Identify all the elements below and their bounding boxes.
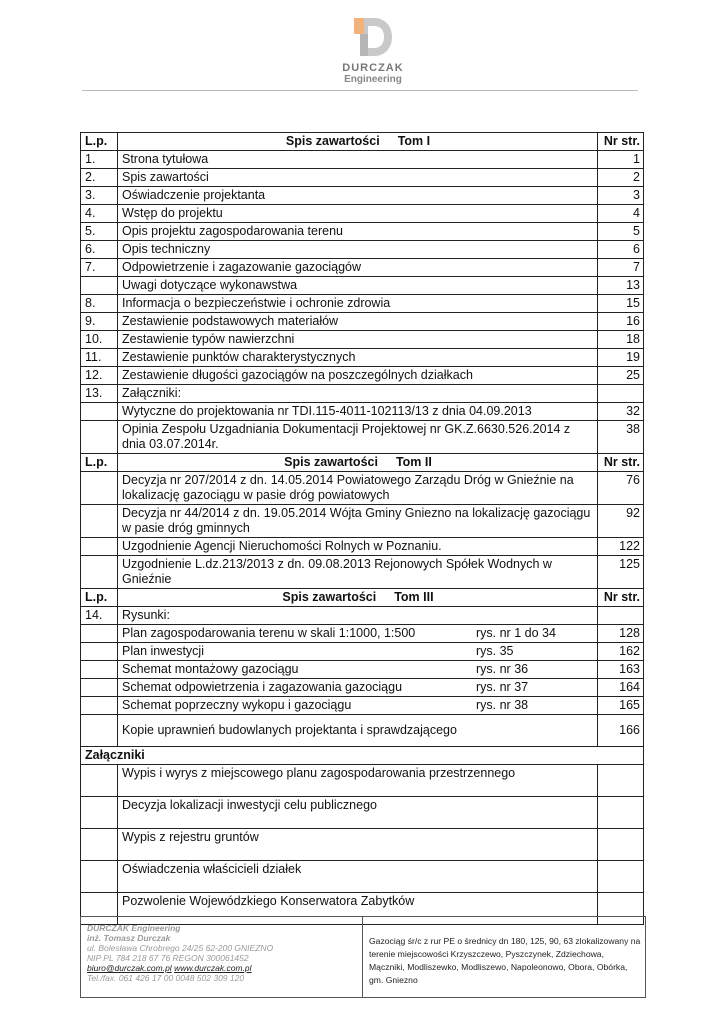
row-title: Uzgodnienie L.dz.213/2013 z dn. 09.08.2013 Rejonowych Spółek Wodnych w Gnieźnie xyxy=(118,556,598,589)
attachment-title: Decyzja lokalizacji inwestycji celu publicznego xyxy=(118,797,598,829)
row-number xyxy=(81,829,118,861)
row-page: 162 xyxy=(598,643,644,661)
row-page xyxy=(598,607,644,625)
tom1-header-row xyxy=(81,133,644,151)
row-title: Opinia Zespołu Uzgadniania Dokumentacji Projektowej nr GK.Z.6630.526.2014 z dnia 03.07.2014r. xyxy=(118,421,598,454)
drawing-number: rys. nr 37 xyxy=(476,680,529,694)
row-page: 7 xyxy=(598,259,644,277)
section-title xyxy=(118,589,598,607)
table-row xyxy=(81,715,644,747)
row-number: 2. xyxy=(81,169,118,187)
footer-address: ul. Bolesława Chrobrego 24/25 62-200 GNIEZNO xyxy=(87,943,274,953)
drawing-number: rys. nr 1 do 34 xyxy=(476,626,556,640)
row-number: 10. xyxy=(81,331,118,349)
row-page: 15 xyxy=(598,295,644,313)
row-title xyxy=(118,679,598,697)
row-number: 4. xyxy=(81,205,118,223)
row-page: 18 xyxy=(598,331,644,349)
table-row xyxy=(81,151,644,169)
row-page xyxy=(598,385,644,403)
table-row xyxy=(81,538,644,556)
row-number xyxy=(81,715,118,747)
row-number xyxy=(81,797,118,829)
table-row xyxy=(81,385,644,403)
row-page xyxy=(598,829,644,861)
row-page: 92 xyxy=(598,505,644,538)
row-number xyxy=(81,505,118,538)
row-number: 7. xyxy=(81,259,118,277)
table-row xyxy=(81,421,644,454)
row-title: Zestawienie długości gazociągów na poszczególnych działkach xyxy=(118,367,598,385)
row-number xyxy=(81,643,118,661)
row-page: 164 xyxy=(598,679,644,697)
attachment-title: Pozwolenie Wojewódzkiego Konserwatora Zabytków xyxy=(118,893,598,925)
drawing-number: rys. 35 xyxy=(476,644,514,658)
table-row xyxy=(81,643,644,661)
row-number xyxy=(81,472,118,505)
row-number xyxy=(81,697,118,715)
row-title: Oświadczenie projektanta xyxy=(118,187,598,205)
row-title: Opis projektu zagospodarowania terenu xyxy=(118,223,598,241)
tom3-header-row xyxy=(81,589,644,607)
row-title: Opis techniczny xyxy=(118,241,598,259)
row-title: Informacja o bezpieczeństwie i ochronie zdrowia xyxy=(118,295,598,313)
drawing-number: rys. nr 38 xyxy=(476,698,529,712)
row-page: 76 xyxy=(598,472,644,505)
lp-header: L.p. xyxy=(81,589,118,607)
lp-header: L.p. xyxy=(81,133,118,151)
tom2-header-row xyxy=(81,454,644,472)
drawing-title: Schemat poprzeczny wykopu i gazociągu xyxy=(122,698,352,712)
table-row xyxy=(81,313,644,331)
row-page: 2 xyxy=(598,169,644,187)
drawing-title: Plan zagospodarowania terenu w skali 1:1000, 1:500 xyxy=(122,626,416,640)
page-header: Nr str. xyxy=(598,133,644,151)
logo-d-mark-icon xyxy=(350,14,396,60)
table-row xyxy=(81,241,644,259)
section-title-text: Spis zawartości xyxy=(285,134,380,148)
attachment-row xyxy=(81,765,644,797)
footer-divider xyxy=(362,917,363,997)
row-number: 12. xyxy=(81,367,118,385)
table-row xyxy=(81,367,644,385)
table-row xyxy=(81,556,644,589)
table-row xyxy=(81,607,644,625)
page-footer xyxy=(80,916,646,998)
row-number xyxy=(81,538,118,556)
row-page: 166 xyxy=(598,715,644,747)
drawing-title: Schemat montażowy gazociągu xyxy=(122,662,299,676)
row-page: 125 xyxy=(598,556,644,589)
section-title xyxy=(118,454,598,472)
row-number xyxy=(81,625,118,643)
table-row xyxy=(81,169,644,187)
row-title: Zestawienie typów nawierzchni xyxy=(118,331,598,349)
row-title xyxy=(118,661,598,679)
table-row xyxy=(81,295,644,313)
section-title-text: Spis zawartości xyxy=(282,590,377,604)
attachments-header-row xyxy=(81,747,644,765)
row-title: Kopie uprawnień budowlanych projektanta i sprawdzającego xyxy=(118,715,598,747)
table-row xyxy=(81,259,644,277)
row-title xyxy=(118,643,598,661)
company-contact xyxy=(87,923,357,983)
table-row xyxy=(81,661,644,679)
table-row xyxy=(81,205,644,223)
row-page: 38 xyxy=(598,421,644,454)
header-divider xyxy=(82,90,638,91)
row-number xyxy=(81,661,118,679)
row-number: 14. xyxy=(81,607,118,625)
row-page xyxy=(598,861,644,893)
attachment-row xyxy=(81,797,644,829)
row-number: 6. xyxy=(81,241,118,259)
row-title: Spis zawartości xyxy=(118,169,598,187)
section-title-text: Spis zawartości xyxy=(284,455,378,469)
row-page: 13 xyxy=(598,277,644,295)
row-page: 6 xyxy=(598,241,644,259)
footer-company: DURCZAK Engineering xyxy=(87,923,181,933)
volume-label: Tom I xyxy=(397,134,431,148)
attachment-row xyxy=(81,861,644,893)
drawing-title: Plan inwestycji xyxy=(122,644,204,658)
row-number: 1. xyxy=(81,151,118,169)
logo-subtitle: Engineering xyxy=(344,74,402,85)
row-page: 16 xyxy=(598,313,644,331)
company-logo xyxy=(338,14,408,84)
lp-header: L.p. xyxy=(81,454,118,472)
row-number: 3. xyxy=(81,187,118,205)
table-row xyxy=(81,505,644,538)
row-page: 4 xyxy=(598,205,644,223)
row-title: Wstęp do projektu xyxy=(118,205,598,223)
row-number xyxy=(81,277,118,295)
section-title xyxy=(118,133,598,151)
row-page xyxy=(598,765,644,797)
row-number: 11. xyxy=(81,349,118,367)
attachment-title: Oświadczenia właścicieli działek xyxy=(118,861,598,893)
page-header: Nr str. xyxy=(598,454,644,472)
row-number xyxy=(81,556,118,589)
row-title: Zestawienie podstawowych materiałów xyxy=(118,313,598,331)
row-page: 122 xyxy=(598,538,644,556)
project-description: Gazociąg śr/c z rur PE o średnicy dn 180, 125, 90, 63 zlokalizowany na terenie miejscowości Krzyszczewo, Pyszczynek, Zdziechowa, Mączniki, Modliszewko, Modliszewo, Napoleonowo, Obora, Obórka, gm. Gniezno xyxy=(369,936,641,985)
attachments-label: Załączniki xyxy=(81,747,644,765)
logo-name: DURCZAK xyxy=(342,62,404,74)
row-title: Strona tytułowa xyxy=(118,151,598,169)
row-page xyxy=(598,797,644,829)
row-number: 13. xyxy=(81,385,118,403)
drawing-title: Schemat odpowietrzenia i zagazowania gazociągu xyxy=(122,680,403,694)
row-page: 32 xyxy=(598,403,644,421)
row-title xyxy=(118,625,598,643)
row-number xyxy=(81,421,118,454)
row-title: Uwagi dotyczące wykonawstwa xyxy=(118,277,598,295)
footer-email-link[interactable]: biuro@durczak.com.pl xyxy=(87,963,172,973)
page-header: Nr str. xyxy=(598,589,644,607)
table-row xyxy=(81,472,644,505)
row-page: 3 xyxy=(598,187,644,205)
footer-website-link[interactable]: www.durczak.com.pl xyxy=(174,963,252,973)
row-page: 5 xyxy=(598,223,644,241)
row-number xyxy=(81,679,118,697)
row-page: 1 xyxy=(598,151,644,169)
table-row xyxy=(81,679,644,697)
footer-person: inż. Tomasz Durczak xyxy=(87,933,171,943)
row-title: Rysunki: xyxy=(118,607,598,625)
row-title xyxy=(118,697,598,715)
footer-ids: NIP PL 784 218 67 76 REGON 300061452 xyxy=(87,953,249,963)
table-row xyxy=(81,349,644,367)
row-number xyxy=(81,861,118,893)
attachment-row xyxy=(81,829,644,861)
row-number: 8. xyxy=(81,295,118,313)
row-page: 163 xyxy=(598,661,644,679)
row-title: Odpowietrzenie i zagazowanie gazociągów xyxy=(118,259,598,277)
table-row xyxy=(81,697,644,715)
attachment-title: Wypis i wyrys z miejscowego planu zagospodarowania przestrzennego xyxy=(118,765,598,797)
row-title: Decyzja nr 207/2014 z dn. 14.05.2014 Powiatowego Zarządu Dróg w Gnieźnie na lokalizację gazociągu w pasie dróg powiatowych xyxy=(118,472,598,505)
row-number xyxy=(81,403,118,421)
table-row xyxy=(81,625,644,643)
row-title: Wytyczne do projektowania nr TDI.115-4011-102113/13 z dnia 04.09.2013 xyxy=(118,403,598,421)
attachment-title: Wypis z rejestru gruntów xyxy=(118,829,598,861)
volume-label: Tom III xyxy=(394,590,434,604)
row-title: Decyzja nr 44/2014 z dn. 19.05.2014 Wójta Gminy Gniezno na lokalizację gazociągu w pasie dróg gminnych xyxy=(118,505,598,538)
row-number xyxy=(81,765,118,797)
table-row xyxy=(81,331,644,349)
footer-phone: Tel./fax. 061 426 17 00 0048 502 309 120 xyxy=(87,973,245,983)
row-title: Zestawienie punktów charakterystycznych xyxy=(118,349,598,367)
row-title: Załączniki: xyxy=(118,385,598,403)
row-page: 19 xyxy=(598,349,644,367)
row-page: 25 xyxy=(598,367,644,385)
table-row xyxy=(81,277,644,295)
row-number: 9. xyxy=(81,313,118,331)
row-title: Uzgodnienie Agencji Nieruchomości Rolnych w Poznaniu. xyxy=(118,538,598,556)
table-row xyxy=(81,403,644,421)
table-row xyxy=(81,187,644,205)
table-row xyxy=(81,223,644,241)
drawing-number: rys. nr 36 xyxy=(476,662,529,676)
row-number: 5. xyxy=(81,223,118,241)
volume-label: Tom II xyxy=(395,455,432,469)
table-of-contents xyxy=(80,132,644,925)
row-page: 165 xyxy=(598,697,644,715)
row-page: 128 xyxy=(598,625,644,643)
